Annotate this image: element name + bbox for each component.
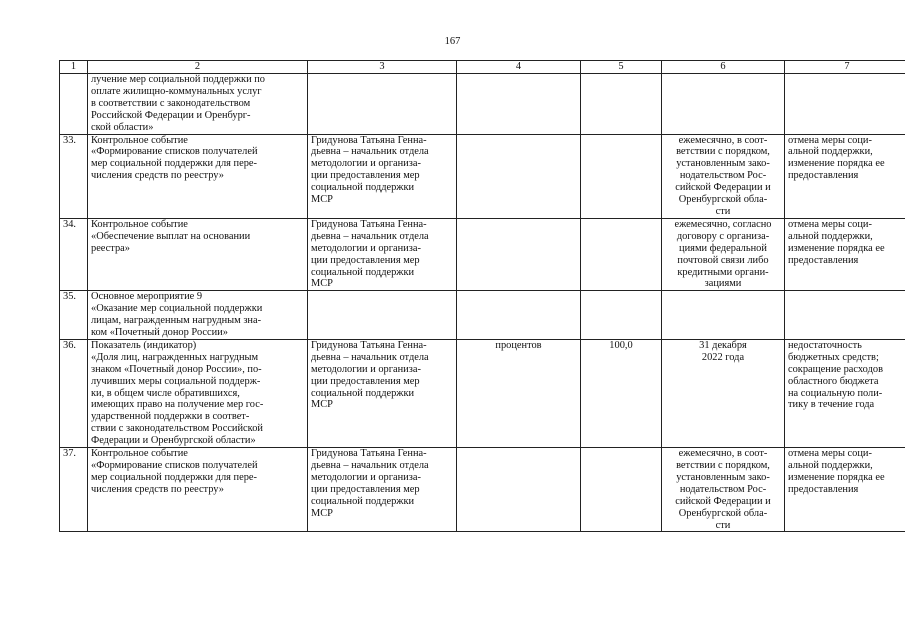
cell-line: лицам, награжденным нагрудным зна- [91,315,262,327]
deadline-cell [662,134,785,218]
cell-text: 35. [63,291,76,303]
row-number-cell [60,448,88,532]
cell-line: предоставления [788,254,859,266]
cell-line: изменение порядка ее [788,242,885,254]
header-row [60,61,905,74]
column-header: 1 [60,61,88,74]
cell-line: социальной поддержки [311,387,415,399]
event-description-cell [88,291,308,340]
row-number-cell [60,291,88,340]
row-number-cell [60,218,88,290]
cell-line: альной поддержки, [788,146,873,158]
table-row [60,291,905,340]
cell-line: МСР [311,399,333,411]
cell-line: ветствии с порядком, [676,146,770,158]
cell-text: 36. [63,339,76,351]
cell-line: мер социальной поддержки для пере- [91,471,257,483]
risks-cell [785,218,905,290]
cell-line: тику в течение года [788,399,875,411]
target-value-cell [581,448,662,532]
cell-line: Контрольное событие [91,218,188,230]
risks-cell [785,339,905,447]
cell-line: ком «Почетный донор России» [91,327,228,339]
table-row [60,339,905,447]
cell-line: ки, в общем числе обратившихся, [91,387,240,399]
cell-line: Показатель (индикатор) [91,339,197,351]
cell-line: нодательством Рос- [679,483,767,495]
cell-line: ции предоставления мер [311,375,420,387]
unit-cell [457,218,581,290]
cell-line: числения средств по реестру» [91,170,224,182]
cell-line: МСР [311,507,333,519]
cell-line: предоставления [788,170,859,182]
cell-line: Контрольное событие [91,134,188,146]
cell-line: социальной поддержки [311,182,415,194]
responsible-person-cell [308,134,457,218]
column-header: 5 [581,61,662,74]
responsible-person-cell [308,339,457,447]
cell-line: Федерации и Оренбургской области» [91,435,256,447]
cell-line: методологии и организа- [311,158,421,170]
cell-line: оплате жилищно-коммунальных услуг [91,85,262,97]
cell-line: 31 декабря [699,339,747,351]
cell-line: социальной поддержки [311,266,415,278]
target-value-cell [581,218,662,290]
cell-line: отмена меры соци- [788,448,872,460]
cell-line: «Обеспечение выплат на основании [91,230,251,242]
cell-line: методологии и организа- [311,363,421,375]
event-description-cell [88,218,308,290]
cell-line: кредитными органи- [677,266,769,278]
cell-line: сийской Федерации и [675,182,771,194]
cell-line: реестра» [91,242,130,254]
event-description-cell [88,448,308,532]
cell-line: установленным зако- [676,158,770,170]
cell-line: «Доля лиц, награжденных нагрудным [91,351,259,363]
cell-line: альной поддержки, [788,460,873,471]
cell-line: Гридунова Татьяна Генна- [311,448,427,460]
row-number-cell [60,339,88,447]
cell-line: Гридунова Татьяна Генна- [311,134,427,146]
cell-line: «Формирование списков получателей [91,460,258,471]
cell-line: на социальную поли- [788,387,883,399]
cell-line: дьевна – начальник отдела [311,460,429,471]
cell-line: МСР [311,278,333,290]
cell-line: сти [715,205,731,217]
cell-line: дьевна – начальник отдела [311,230,429,242]
cell-line: ветствии с порядком, [676,460,770,471]
target-value-cell [581,134,662,218]
page-number: 167 [444,36,461,47]
cell-line: сти [715,519,731,531]
risks-cell [785,291,905,340]
target-value-cell [581,291,662,340]
target-value-cell [581,339,662,447]
cell-line: сийской Федерации и [675,495,771,507]
cell-line: Оренбургской обла- [678,507,768,519]
cell-text: процентов [495,339,542,351]
cell-line: Основное мероприятие 9 [91,291,203,303]
column-header: 2 [88,61,308,74]
cell-line: ции предоставления мер [311,483,420,495]
deadline-cell [662,218,785,290]
cell-line: отмена меры соци- [788,218,872,230]
cell-line: циями федеральной [679,242,767,254]
cell-line: предоставления [788,483,859,495]
cell-line: зациями [704,278,742,290]
cell-line: ежемесячно, в соот- [678,448,768,460]
deadline-cell [662,339,785,447]
cell-line: мер социальной поддержки для пере- [91,158,257,170]
column-header: 7 [785,61,905,74]
table-row [60,218,905,290]
responsible-person-cell [308,291,457,340]
cell-line: ции предоставления мер [311,254,420,266]
cell-line: альной поддержки, [788,230,873,242]
cell-line: методологии и организа- [311,471,421,483]
cell-line: отмена меры соци- [788,134,872,146]
cell-line: недостаточность [788,339,862,351]
cell-line: 2022 года [701,351,745,363]
column-header: 6 [662,61,785,74]
cell-line: в соответствии с законодательством [91,97,251,109]
cell-line: методологии и организа- [311,242,421,254]
cell-text: 34. [63,218,76,230]
cell-line: Контрольное событие [91,448,188,460]
cell-line: МСР [311,194,333,206]
cell-line: Гридунова Татьяна Генна- [311,218,427,230]
cell-line: Оренбургской обла- [678,194,768,206]
table-row [60,448,905,532]
deadline-cell [662,448,785,532]
cell-line: «Формирование списков получателей [91,146,258,158]
event-description-cell [88,74,308,135]
unit-cell [457,448,581,532]
row-number-cell [60,74,88,135]
unit-cell [457,134,581,218]
column-header: 3 [308,61,457,74]
cell-line: изменение порядка ее [788,471,885,483]
plan-table [59,60,905,532]
responsible-person-cell [308,218,457,290]
cell-text: 100,0 [609,339,633,351]
cell-line: имеющих право на получение мер гос- [91,399,264,411]
risks-cell [785,448,905,532]
cell-line: почтовой связи либо [677,254,769,266]
cell-line: ежемесячно, согласно [674,218,772,230]
responsible-person-cell [308,74,457,135]
cell-line: дьевна – начальник отдела [311,146,429,158]
column-header: 4 [457,61,581,74]
cell-line: «Оказание мер социальной поддержки [91,303,263,315]
cell-line: знаком «Почетный донор России», по- [91,363,262,375]
cell-line: лучение мер социальной поддержки по [91,74,265,85]
cell-line: лучивших меры социальной поддерж- [91,375,261,387]
deadline-cell [662,74,785,135]
cell-line: договору с организа- [676,230,770,242]
cell-text: 33. [63,134,76,146]
table-row [60,134,905,218]
cell-line: числения средств по реестру» [91,483,224,495]
event-description-cell [88,339,308,447]
event-description-cell [88,134,308,218]
cell-line: ударственной поддержки в соответ- [91,411,250,423]
cell-line: установленным зако- [676,471,770,483]
cell-line: областного бюджета [788,375,879,387]
target-value-cell [581,74,662,135]
cell-line: нодательством Рос- [679,170,767,182]
cell-line: ствии с законодательством Российской [91,423,263,435]
cell-line: сокращение расходов [788,363,883,375]
unit-cell [457,74,581,135]
cell-text: 37. [63,448,76,460]
table-row [60,74,905,135]
responsible-person-cell [308,448,457,532]
unit-cell [457,291,581,340]
cell-line: социальной поддержки [311,495,415,507]
cell-line: ции предоставления мер [311,170,420,182]
deadline-cell [662,291,785,340]
cell-line: ской области» [91,121,154,133]
cell-line: ежемесячно, в соот- [678,134,768,146]
cell-line: дьевна – начальник отдела [311,351,429,363]
row-number-cell [60,134,88,218]
risks-cell [785,134,905,218]
cell-line: изменение порядка ее [788,158,885,170]
cell-line: Гридунова Татьяна Генна- [311,339,427,351]
risks-cell [785,74,905,135]
cell-line: бюджетных средств; [788,351,879,363]
cell-line: Российской Федерации и Оренбург- [91,109,251,121]
unit-cell [457,339,581,447]
